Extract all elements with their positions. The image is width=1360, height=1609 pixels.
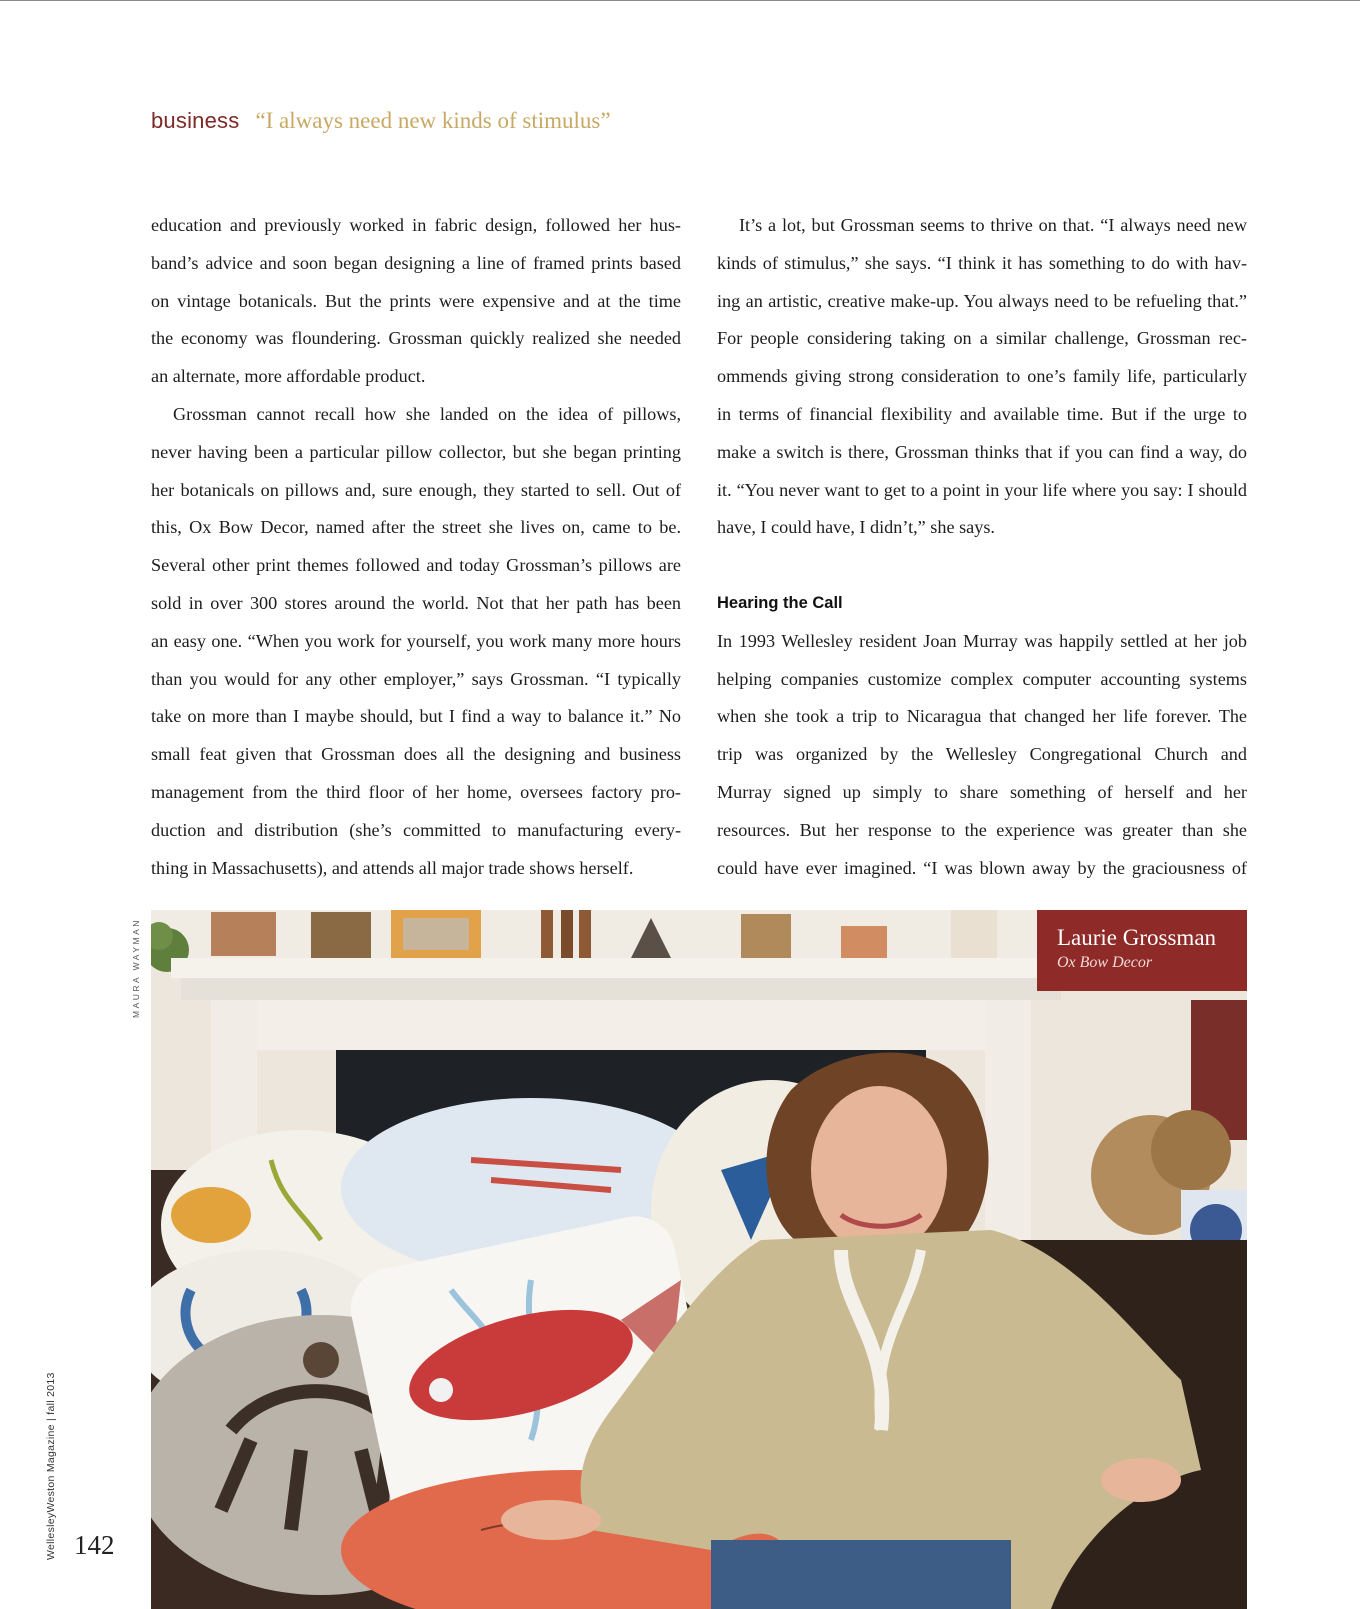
body-line: duction and distribution (she’s committed to manufacturing every- bbox=[151, 819, 681, 840]
body-line: Murray signed up simply to share something of herself and her bbox=[717, 781, 1247, 802]
body-line: it. “You never want to get to a point in your life where you say: I should bbox=[717, 479, 1247, 500]
body-line: in terms of financial flexibility and available time. But if the urge to bbox=[717, 403, 1247, 424]
subheading: Hearing the Call bbox=[717, 593, 843, 612]
body-line: In 1993 Wellesley resident Joan Murray was happily settled at her job bbox=[717, 630, 1247, 651]
body-line: trip was organized by the Wellesley Congregational Church and bbox=[717, 744, 1247, 765]
body-line: band’s advice and soon began designing a line of framed prints based bbox=[151, 252, 681, 273]
body-line: management from the third floor of her home, oversees factory pro- bbox=[151, 781, 681, 802]
body-line: never having been a particular pillow collector, but she began printing bbox=[151, 441, 681, 462]
photo-caption bbox=[1037, 910, 1247, 991]
body-line: Several other print themes followed and today Grossman’s pillows are bbox=[151, 555, 681, 576]
body-line: ommends giving strong consideration to one’s family life, particularly bbox=[717, 366, 1247, 387]
article-column-right bbox=[717, 207, 1247, 887]
portrait-photo bbox=[151, 910, 1247, 1609]
body-line: resources. But her response to the experience was greater than she bbox=[717, 819, 1247, 840]
article-column-left bbox=[151, 207, 681, 887]
body-line: her botanicals on pillows and, sure enough, they started to sell. Out of bbox=[151, 479, 681, 500]
section-header bbox=[151, 108, 611, 134]
top-rule bbox=[0, 0, 1360, 1]
body-line: make a switch is there, Grossman thinks that if you can find a way, do bbox=[717, 441, 1247, 462]
page-number: 142 bbox=[74, 1530, 115, 1560]
body-line: kinds of stimulus,” she says. “I think it has something to do with hav- bbox=[717, 252, 1247, 273]
paragraph-spacer bbox=[717, 547, 1247, 585]
body-line: than you would for any other employer,” says Grossman. “I typically bbox=[151, 668, 681, 689]
body-line: the economy was floundering. Grossman quickly realized she needed bbox=[151, 328, 681, 349]
caption-company: Ox Bow Decor bbox=[1057, 954, 1153, 971]
body-line: on vintage botanicals. But the prints were expensive and at the time bbox=[151, 290, 681, 311]
body-line: ing an artistic, creative make-up. You always need to be refueling that.” bbox=[717, 290, 1247, 311]
body-line: sold in over 300 stores around the world. Not that her path has been bbox=[151, 592, 681, 613]
body-line: when she took a trip to Nicaragua that changed her life forever. The bbox=[717, 706, 1247, 727]
section-label: business bbox=[151, 108, 240, 133]
body-line: small feat given that Grossman does all the designing and business bbox=[151, 744, 681, 765]
body-line: It’s a lot, but Grossman seems to thrive on that. “I always need new bbox=[739, 215, 1247, 235]
body-line: education and previously worked in fabric design, followed her hus- bbox=[151, 215, 681, 235]
body-line: have, I could have, I didn’t,” she says. bbox=[717, 517, 995, 538]
body-line: take on more than I maybe should, but I find a way to balance it.” No bbox=[151, 706, 681, 727]
caption-name: Laurie Grossman bbox=[1057, 925, 1217, 950]
body-line: an easy one. “When you work for yourself, you work many more hours bbox=[151, 630, 681, 651]
section-quote: “I always need new kinds of stimulus” bbox=[255, 108, 611, 133]
photo-credit: MAURA WAYMAN bbox=[131, 918, 141, 1018]
body-line: Grossman cannot recall how she landed on the idea of pillows, bbox=[173, 403, 681, 424]
body-line: For people considering taking on a similar challenge, Grossman rec- bbox=[717, 328, 1247, 349]
body-line: could have ever imagined. “I was blown away by the graciousness of bbox=[717, 857, 1247, 878]
body-line: an alternate, more affordable product. bbox=[151, 366, 426, 387]
body-line: this, Ox Bow Decor, named after the street she lives on, came to be. bbox=[151, 517, 681, 538]
body-line: thing in Massachusetts), and attends all major trade shows herself. bbox=[151, 857, 634, 878]
body-line: helping companies customize complex computer accounting systems bbox=[717, 668, 1247, 689]
magazine-footer: WellesleyWeston Magazine | fall 2013 bbox=[45, 1372, 57, 1560]
